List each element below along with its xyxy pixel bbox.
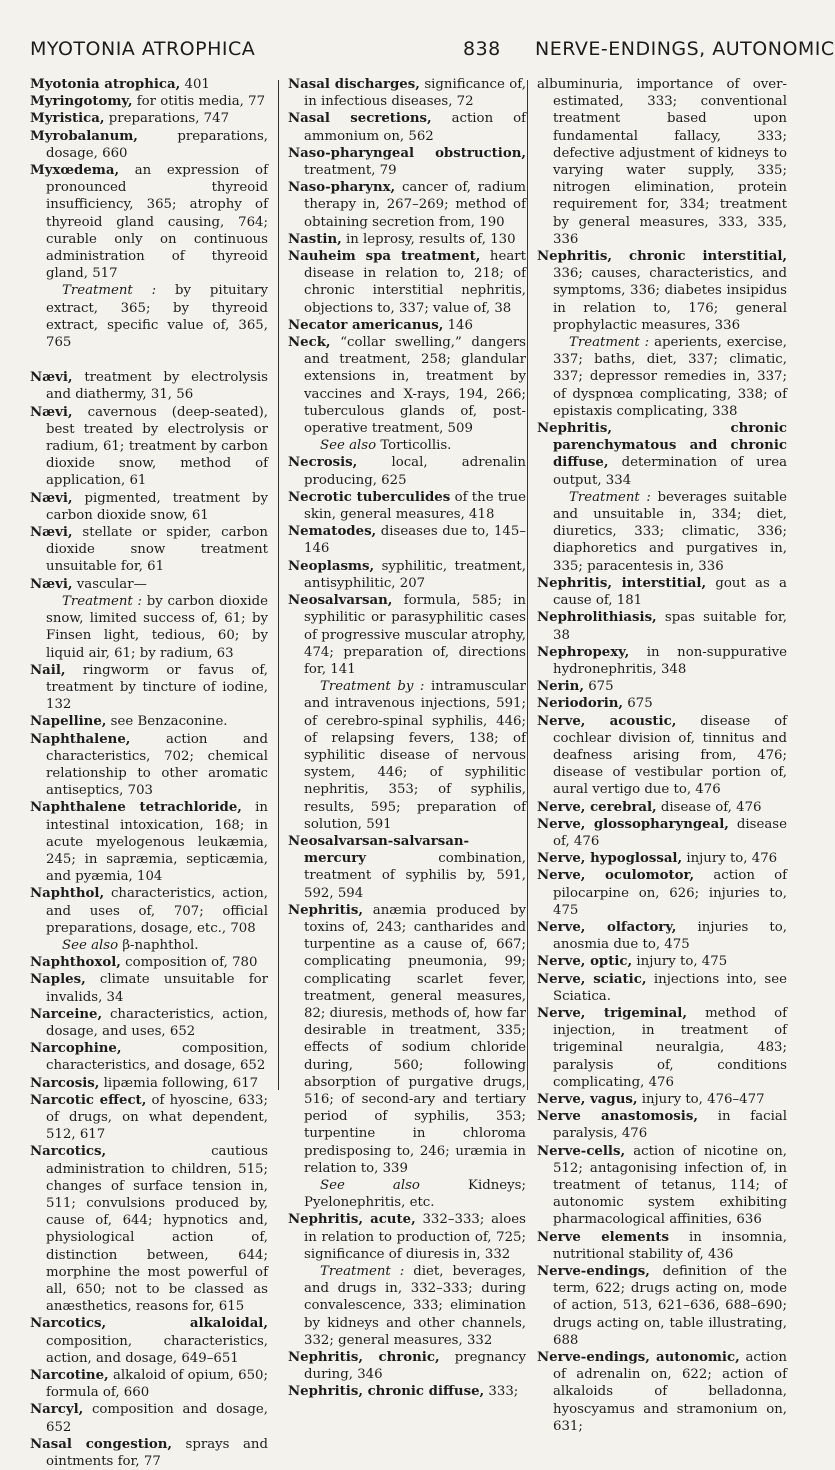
index-subentry bbox=[46, 282, 268, 351]
subentry-label: Treatment : bbox=[569, 489, 651, 505]
subentry-label: Treatment : bbox=[62, 593, 142, 609]
entry-text: anæmia produced by toxins of, 243; cantharides and turpentine as a cause of, 667; complicating pneumonia, 99; complicating scarlet fever, treatment, general measures, 82; diuresis, methods of, how far desirable in treatment, 335; effects of sodium chloride during, 560; following absorption of purgative drugs, 516; of second-ary and tertiary period of syphilis, 353; turpentine in chloroma predisposing to, 246; uræmia in relation to, 339 bbox=[304, 902, 526, 1176]
entry-term: Narcyl, bbox=[30, 1402, 84, 1418]
index-entry bbox=[30, 1401, 268, 1435]
index-entry bbox=[537, 248, 787, 334]
index-entry bbox=[288, 334, 526, 437]
entry-term: Nerve, trigeminal, bbox=[537, 1005, 687, 1021]
index-entry bbox=[30, 490, 268, 524]
entry-text: action of adrenalin on, 622; action of alkaloids of belladonna, hyoscyamus and stramonium on, 631; bbox=[553, 1350, 787, 1434]
entry-text: diet, beverages, and drugs in, 332–333; during convalescence, 333; elimination by kidneys and other channels, 332; general measures, 332 bbox=[304, 1264, 526, 1348]
entry-text: characteristics, action, dosage, and uses, 652 bbox=[46, 1006, 268, 1039]
index-entry bbox=[288, 523, 526, 557]
entry-term: Narcotics, alkaloidal, bbox=[30, 1316, 268, 1332]
index-entry bbox=[30, 1040, 268, 1074]
entry-term: Narcotics, bbox=[30, 1144, 107, 1160]
entry-term: Nephritis, interstitial, bbox=[537, 575, 707, 591]
index-entry bbox=[30, 731, 268, 800]
index-entry bbox=[30, 971, 268, 1005]
header-right: NERVE-ENDINGS, AUTONOMIC bbox=[535, 38, 835, 60]
index-entry bbox=[537, 816, 787, 850]
entry-text: 333; bbox=[484, 1384, 519, 1400]
entry-term: Narcosis, bbox=[30, 1075, 100, 1091]
subentry-label: Treatment : bbox=[569, 335, 650, 351]
index-entry bbox=[30, 662, 268, 714]
entry-term: Nerve, acoustic, bbox=[537, 713, 677, 729]
entry-term: Narcotine, bbox=[30, 1368, 109, 1384]
entry-term: Nævi, bbox=[30, 576, 73, 592]
entry-text: disease of cochlear division of, tinnitus and deafness arising from, 476; disease of vestibular portion of, aural vertigo due to, 476 bbox=[553, 713, 787, 798]
entry-term: Nephritis, chronic diffuse, bbox=[288, 1384, 485, 1400]
entry-text: see Benzaconine. bbox=[106, 714, 228, 730]
entry-text: injury to, 475 bbox=[632, 954, 728, 970]
entry-term: Neosalvarsan-salvarsan-mercury bbox=[288, 833, 470, 867]
index-entry bbox=[288, 145, 526, 179]
entry-text: intramuscular and intravenous injections, 591; of cerebro-spinal syphilis, 446; of relapsing fevers, 138; of syphilitic disease of nervous system, 446; of syphilitic nephritis, 353; of syphilis, results, 595; preparation of solution, 591 bbox=[304, 679, 526, 832]
index-entry bbox=[30, 110, 268, 127]
entry-text: method of injection, in treatment of trigeminal neuralgia, 483; paralysis of, conditions complicating, 476 bbox=[553, 1005, 787, 1090]
entry-text: “collar swelling,” dangers and treatment, 258; glandular extensions in, treatment by vaccines and X-rays, 194, 266; tuberculous glands of, post-operative treatment, 509 bbox=[304, 335, 526, 437]
entry-text: vascular— bbox=[72, 576, 147, 592]
entry-term: Myringotomy, bbox=[30, 94, 133, 110]
entry-term: Nerve, vagus, bbox=[537, 1091, 638, 1107]
entry-text: composition and dosage, 652 bbox=[46, 1402, 268, 1435]
entry-text: injuries to, anosmia due to, 475 bbox=[553, 919, 788, 953]
entry-term: Nerve, oculomotor, bbox=[537, 868, 695, 884]
index-entry bbox=[537, 644, 787, 678]
entry-term: Nauheim spa treatment, bbox=[288, 249, 481, 265]
index-entry bbox=[288, 317, 526, 334]
index-entry bbox=[288, 454, 526, 488]
entry-term: Naphthol, bbox=[30, 886, 105, 902]
index-entry bbox=[288, 1383, 526, 1400]
index-entry bbox=[537, 76, 787, 248]
index-entry bbox=[537, 1349, 787, 1435]
subentry-label: See also bbox=[320, 438, 377, 454]
entry-text: Torticollis. bbox=[376, 438, 452, 454]
entry-text: local, adrenalin producing, 625 bbox=[304, 455, 526, 488]
entry-term: Nephritis, chronic parenchymatous and chronic diffuse, bbox=[537, 421, 787, 471]
entry-term: Nerve, sciatic, bbox=[537, 971, 647, 987]
entry-text: spas suitable for, 38 bbox=[553, 610, 787, 643]
index-entry bbox=[30, 128, 268, 162]
entry-text: composition of, 780 bbox=[120, 955, 258, 971]
entry-term: Nerve-endings, bbox=[537, 1264, 650, 1280]
index-entry bbox=[537, 1143, 787, 1229]
index-subentry bbox=[553, 489, 787, 575]
subentry-label: Treatment : bbox=[62, 283, 157, 299]
page-number: 838 bbox=[463, 38, 501, 60]
entry-text: injections into, see Sciatica. bbox=[553, 971, 787, 1004]
entry-text: in facial paralysis, 476 bbox=[553, 1109, 788, 1142]
index-entry bbox=[30, 93, 268, 110]
entry-text: syphilitic, treatment, antisyphilitic, 207 bbox=[304, 558, 526, 591]
index-entry bbox=[30, 162, 268, 282]
entry-text: in non-suppurative hydronephritis, 348 bbox=[553, 644, 787, 677]
entry-term: Nephritis, chronic, bbox=[288, 1350, 440, 1366]
index-subentry bbox=[304, 437, 526, 454]
entry-term: Naphthalene tetrachloride, bbox=[30, 800, 242, 816]
index-entry bbox=[30, 713, 268, 730]
entry-term: Naphthoxol, bbox=[30, 955, 121, 971]
entry-text: in intestinal intoxication, 168; in acute myelogenous leukæmia, 245; in sapræmia, septicæmia, and pyæmia, 104 bbox=[46, 800, 268, 885]
index-entry bbox=[288, 1349, 526, 1383]
entry-term: Myristica, bbox=[30, 111, 105, 127]
entry-term: Nephritis, bbox=[288, 902, 363, 918]
index-entry bbox=[288, 248, 526, 317]
entry-text: cavernous (deep-seated), best treated by electrolysis or radium, 61; treatment by carbon dioxide snow, method of application, 61 bbox=[46, 404, 268, 489]
index-subentry bbox=[304, 678, 526, 833]
entry-text: disease of, 476 bbox=[656, 799, 762, 815]
entry-text: of the true skin, general measures, 418 bbox=[304, 489, 526, 523]
entry-term: Nerve anastomosis, bbox=[537, 1109, 698, 1125]
entry-text: albuminuria, importance of over-estimated, 333; conventional treatment based upon fundamental fallacy, 333; defective adjustment of kidneys to varying water supply, 335; nitrogen elimination, protein requirement for, 334; treatment by general measures, 333, 335, 336 bbox=[537, 77, 787, 247]
index-entry bbox=[537, 695, 787, 712]
entry-text: action and characteristics, 702; chemical relationship to other aromatic antiseptics, 703 bbox=[46, 731, 268, 799]
entry-text: disease of, 476 bbox=[553, 816, 787, 849]
index-entry bbox=[30, 76, 268, 93]
entry-term: Nerve-cells, bbox=[537, 1143, 626, 1159]
index-entry bbox=[30, 369, 268, 403]
index-entry bbox=[537, 850, 787, 867]
entry-text: sprays and ointments for, 77 bbox=[46, 1436, 268, 1470]
entry-text: formula, 585; in syphilitic or parasyphilitic cases of progressive muscular atrophy, 474; preparation of, directions for, 141 bbox=[304, 593, 526, 677]
entry-text: 146 bbox=[443, 317, 473, 333]
entry-term: Myrobalanum, bbox=[30, 128, 138, 144]
entry-term: Neosalvarsan, bbox=[288, 593, 393, 609]
entry-text: 336; causes, characteristics, and symptoms, 336; diabetes insipidus in relation to, 176; general prophylactic measures, 336 bbox=[553, 266, 787, 333]
subentry-label: Treatment : bbox=[320, 1264, 405, 1280]
entry-term: Myxœdema, bbox=[30, 163, 120, 179]
entry-text: by pituitary extract, 365; by thyreoid extract, specific value of, 365, 765 bbox=[46, 283, 268, 351]
index-entry bbox=[288, 558, 526, 592]
entry-text: aperients, exercise, 337; baths, diet, 337; climatic, 337; depressor remedies in, 337; of dyspnœa complicating, 338; of epistaxis complicating, 338 bbox=[553, 335, 787, 419]
entry-term: Necator americanus, bbox=[288, 317, 444, 333]
subentry-label: See also bbox=[62, 937, 119, 953]
entry-text: combination, treatment of syphilis by, 591, 592, 594 bbox=[304, 851, 526, 901]
entry-text: treatment by electrolysis and diathermy, 31, 56 bbox=[46, 370, 268, 403]
index-entry bbox=[30, 576, 268, 593]
index-entry bbox=[537, 575, 787, 609]
entry-term: Necrosis, bbox=[288, 455, 358, 471]
entry-text: 332–333; aloes in relation to production of, 725; significance of diuresis in, 332 bbox=[304, 1212, 526, 1262]
entry-text: cautious administration to children, 515; changes of surface tension in, 511; convulsions produced by, cause of, 644; hypnotics and, physiological action of, distinction between, 644; morphine the most powerful of all, 650; not to be classed as anæsthetics, reasons for, 615 bbox=[46, 1144, 268, 1315]
index-entry bbox=[288, 76, 526, 110]
running-header bbox=[30, 38, 835, 68]
entry-text: Kidneys; Pyelonephritis, etc. bbox=[304, 1178, 526, 1211]
entry-text: diseases due to, 145–146 bbox=[304, 524, 526, 557]
index-entry bbox=[537, 919, 788, 953]
entry-text: action of pilocarpine on, 626; injuries to, 475 bbox=[553, 868, 788, 918]
entry-term: Nail, bbox=[30, 662, 66, 678]
entry-term: Nævi, bbox=[30, 404, 73, 420]
entry-text: gout as a cause of, 181 bbox=[553, 575, 787, 609]
index-entry bbox=[288, 592, 526, 678]
index-entry bbox=[537, 678, 787, 695]
index-entry bbox=[288, 110, 527, 144]
index-entry bbox=[30, 954, 268, 971]
index-column-1 bbox=[30, 76, 268, 1470]
entry-term: Naso-pharynx, bbox=[288, 180, 396, 196]
entry-text: significance of, in infectious diseases, 72 bbox=[304, 77, 526, 110]
index-entry bbox=[30, 404, 268, 490]
index-column-2 bbox=[288, 76, 526, 1401]
index-entry bbox=[537, 1091, 787, 1108]
entry-text: determination of urea output, 334 bbox=[553, 455, 787, 488]
index-entry bbox=[288, 1211, 526, 1263]
entry-term: Nævi, bbox=[30, 525, 73, 541]
entry-text: injury to, 476–477 bbox=[637, 1091, 765, 1107]
entry-term: Neriodorin, bbox=[537, 696, 624, 712]
index-entry bbox=[537, 953, 787, 970]
entry-text: 675 bbox=[583, 679, 614, 695]
entry-term: Naphthalene, bbox=[30, 731, 131, 747]
index-entry bbox=[537, 1229, 788, 1263]
entry-text: beverages suitable and unsuitable in, 334; diet, diuretics, 333; climatic, 336; diaphoretics and purgatives in, 335; paracentesis in, 336 bbox=[553, 489, 787, 574]
entry-term: Nephritis, acute, bbox=[288, 1212, 416, 1228]
index-entry bbox=[537, 1108, 788, 1142]
entry-term: Naso-pharyngeal obstruction, bbox=[288, 145, 526, 161]
entry-text: lipæmia following, 617 bbox=[99, 1075, 259, 1091]
index-entry bbox=[30, 885, 268, 937]
subentry-label: Treatment by : bbox=[320, 679, 425, 695]
entry-text: ringworm or favus of, treatment by tincture of iodine, 132 bbox=[46, 662, 268, 713]
entry-term: Nephrolithiasis, bbox=[537, 610, 657, 626]
index-entry bbox=[537, 799, 787, 816]
index-entry bbox=[288, 179, 526, 231]
entry-term: Narceine, bbox=[30, 1006, 103, 1022]
entry-text: climate unsuitable for invalids, 34 bbox=[46, 972, 268, 1005]
entry-term: Neoplasms, bbox=[288, 558, 375, 574]
index-column-3 bbox=[537, 76, 787, 1435]
entry-term: Naples, bbox=[30, 972, 86, 988]
entry-term: Nephritis, chronic interstitial, bbox=[537, 249, 787, 265]
index-entry bbox=[537, 867, 788, 919]
entry-term: Nasal congestion, bbox=[30, 1436, 173, 1452]
entry-term: Nævi, bbox=[30, 370, 73, 386]
index-entry bbox=[30, 1075, 268, 1092]
index-subentry bbox=[304, 1263, 526, 1349]
index-entry bbox=[537, 609, 787, 643]
column-divider bbox=[278, 80, 279, 1090]
entry-text: pigmented, treatment by carbon dioxide snow, 61 bbox=[46, 490, 268, 523]
index-entry bbox=[537, 971, 787, 1005]
entry-text: in leprosy, results of, 130 bbox=[341, 231, 516, 247]
entry-term: Nerve, olfactory, bbox=[537, 919, 677, 935]
entry-text: treatment, 79 bbox=[304, 163, 397, 179]
entry-text: composition, characteristics, and dosage, 652 bbox=[46, 1041, 268, 1074]
entry-term: Nerve, glossopharyngeal, bbox=[537, 816, 729, 832]
entry-text: β-naphthol. bbox=[118, 937, 199, 953]
entry-text: injury to, 476 bbox=[682, 851, 778, 867]
entry-term: Nævi, bbox=[30, 490, 73, 506]
index-entry bbox=[288, 489, 526, 523]
entry-text: pregnancy during, 346 bbox=[304, 1350, 526, 1383]
index-entry bbox=[537, 420, 787, 489]
entry-term: Myotonia atrophica, bbox=[30, 77, 181, 92]
entry-text: an expression of pronounced thyreoid insufficiency, 365; atrophy of thyreoid gland causing, 764; curable only on continuous administration of thyreoid gland, 517 bbox=[46, 163, 268, 282]
index-entry bbox=[288, 231, 526, 248]
index-entry bbox=[30, 799, 268, 885]
entry-text: cancer of, radium therapy in, 267–269; method of obtaining secretion from, 190 bbox=[304, 180, 526, 230]
entry-term: Necrotic tuberculides bbox=[288, 489, 451, 505]
entry-term: Narcotic effect, bbox=[30, 1092, 147, 1108]
index-entry bbox=[30, 1006, 268, 1040]
index-entry bbox=[537, 1263, 787, 1349]
entry-term: Nematodes, bbox=[288, 524, 377, 540]
index-entry bbox=[30, 524, 268, 576]
entry-text: 675 bbox=[623, 696, 653, 712]
letter-section-gap bbox=[30, 351, 268, 369]
entry-text: heart disease in relation to, 218; of chronic interstitial nephritis, objections to, 337; value of, 38 bbox=[304, 249, 526, 316]
index-entry bbox=[288, 833, 526, 902]
entry-text: action of ammonium on, 562 bbox=[304, 111, 527, 144]
entry-term: Napelline, bbox=[30, 714, 107, 730]
subentry-label: See also bbox=[320, 1178, 420, 1193]
entry-text: by carbon dioxide snow, limited success of, 61; by Finsen light, tedious, 60; by liquid air, 61; by radium, 63 bbox=[46, 593, 268, 661]
entry-text: of hyoscine, 633; of drugs, on what dependent, 512, 617 bbox=[46, 1092, 268, 1143]
entry-term: Nasal secretions, bbox=[288, 111, 432, 127]
entry-text: alkaloid of opium, 650; formula of, 660 bbox=[46, 1368, 268, 1401]
entry-text: for otitis media, 77 bbox=[132, 94, 266, 110]
entry-term: Nerve, cerebral, bbox=[537, 799, 657, 815]
entry-text: definition of the term, 622; drugs acting on, mode of action, 513, 621–636, 688–690; drugs acting on, table illustrating, 688 bbox=[553, 1264, 787, 1348]
entry-term: Nasal discharges, bbox=[288, 77, 420, 92]
index-entry bbox=[288, 902, 526, 1177]
entry-term: Nerve elements bbox=[537, 1229, 669, 1245]
entry-term: Nerve, optic, bbox=[537, 954, 633, 970]
index-entry bbox=[537, 713, 787, 799]
entry-text: preparations, 747 bbox=[104, 111, 230, 127]
index-entry bbox=[30, 1367, 268, 1401]
column-divider bbox=[527, 80, 528, 1090]
index-entry bbox=[30, 1143, 268, 1315]
entry-term: Narcophine, bbox=[30, 1041, 122, 1057]
entry-term: Nephropexy, bbox=[537, 644, 630, 660]
index-subentry bbox=[553, 334, 787, 420]
entry-term: Nerve, hypoglossal, bbox=[537, 851, 683, 867]
entry-term: Neck, bbox=[288, 335, 331, 351]
header-left: MYOTONIA ATROPHICA bbox=[30, 38, 256, 60]
index-entry bbox=[537, 1005, 787, 1091]
index-subentry bbox=[46, 593, 268, 662]
entry-text: characteristics, action, and uses of, 707; official preparations, dosage, etc., 708 bbox=[46, 886, 268, 936]
entry-text: action of nicotine on, 512; antagonising infection of, in treatment of tetanus, 114; of autonomic system exhibiting pharmacological affinities, 636 bbox=[553, 1143, 787, 1228]
index-subentry bbox=[304, 1177, 526, 1211]
entry-text: in insomnia, nutritional stability of, 436 bbox=[553, 1229, 788, 1262]
entry-term: Nastin, bbox=[288, 231, 342, 247]
entry-term: Nerin, bbox=[537, 679, 584, 695]
entry-text: 401 bbox=[180, 77, 210, 92]
index-entry bbox=[30, 1315, 268, 1367]
entry-text: composition, characteristics, action, and dosage, 649–651 bbox=[46, 1333, 268, 1366]
index-entry bbox=[30, 1436, 268, 1470]
entry-text: preparations, dosage, 660 bbox=[46, 128, 268, 161]
index-subentry bbox=[46, 937, 268, 954]
entry-text: stellate or spider, carbon dioxide snow treatment unsuitable for, 61 bbox=[46, 525, 268, 575]
entry-term: Nerve-endings, autonomic, bbox=[537, 1350, 740, 1366]
index-entry bbox=[30, 1092, 268, 1144]
